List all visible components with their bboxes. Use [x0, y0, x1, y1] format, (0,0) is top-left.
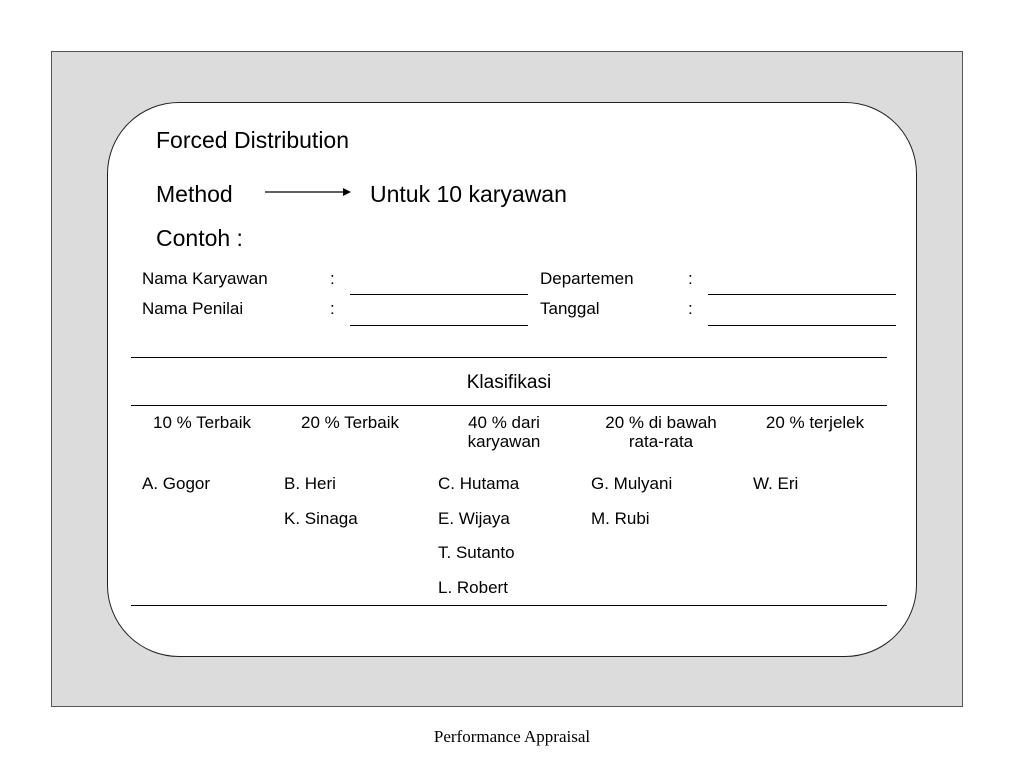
table-header-rule — [131, 405, 887, 406]
example-label: Contoh : — [156, 225, 243, 251]
list-item: C. Hutama — [438, 474, 520, 493]
employee-name-label: Nama Karyawan — [142, 269, 268, 288]
column-header-below-average: 20 % di bawah rata-rata — [605, 413, 717, 451]
table-top-rule — [131, 357, 887, 358]
date-label: Tanggal — [540, 299, 600, 318]
appraiser-field[interactable] — [350, 325, 528, 326]
table-bottom-rule — [131, 605, 887, 606]
list-item: T. Sutanto — [438, 543, 515, 562]
department-label: Departemen — [540, 269, 634, 288]
department-colon: : — [688, 269, 693, 288]
list-item: G. Mulyani — [591, 474, 673, 493]
department-field[interactable] — [708, 294, 896, 295]
date-field[interactable] — [708, 325, 896, 326]
column-header-top20: 20 % Terbaik — [301, 413, 399, 432]
appraiser-colon: : — [330, 299, 335, 318]
list-item: E. Wijaya — [438, 509, 510, 528]
list-item: B. Heri — [284, 474, 336, 493]
employee-name-field[interactable] — [350, 294, 528, 295]
list-item: W. Eri — [753, 474, 799, 493]
arrow-target-text: Untuk 10 karyawan — [370, 181, 567, 207]
slide-title-method: Method — [156, 181, 233, 207]
date-colon: : — [688, 299, 693, 318]
list-item: K. Sinaga — [284, 509, 358, 528]
slide-footer: Performance Appraisal — [433, 727, 591, 746]
right-arrow-icon — [265, 186, 351, 198]
column-header-bottom20: 20 % terjelek — [765, 413, 865, 432]
appraiser-label: Nama Penilai — [142, 299, 244, 318]
list-item: A. Gogor — [142, 474, 211, 493]
table-title: Klasifikasi — [466, 372, 552, 393]
column-header-middle40: 40 % dari karyawan — [467, 413, 541, 451]
slide-title: Forced Distribution — [156, 127, 350, 153]
column-header-top10: 10 % Terbaik — [153, 413, 251, 432]
employee-name-colon: : — [330, 269, 335, 288]
list-item: M. Rubi — [591, 509, 650, 528]
list-item: L. Robert — [438, 578, 508, 597]
